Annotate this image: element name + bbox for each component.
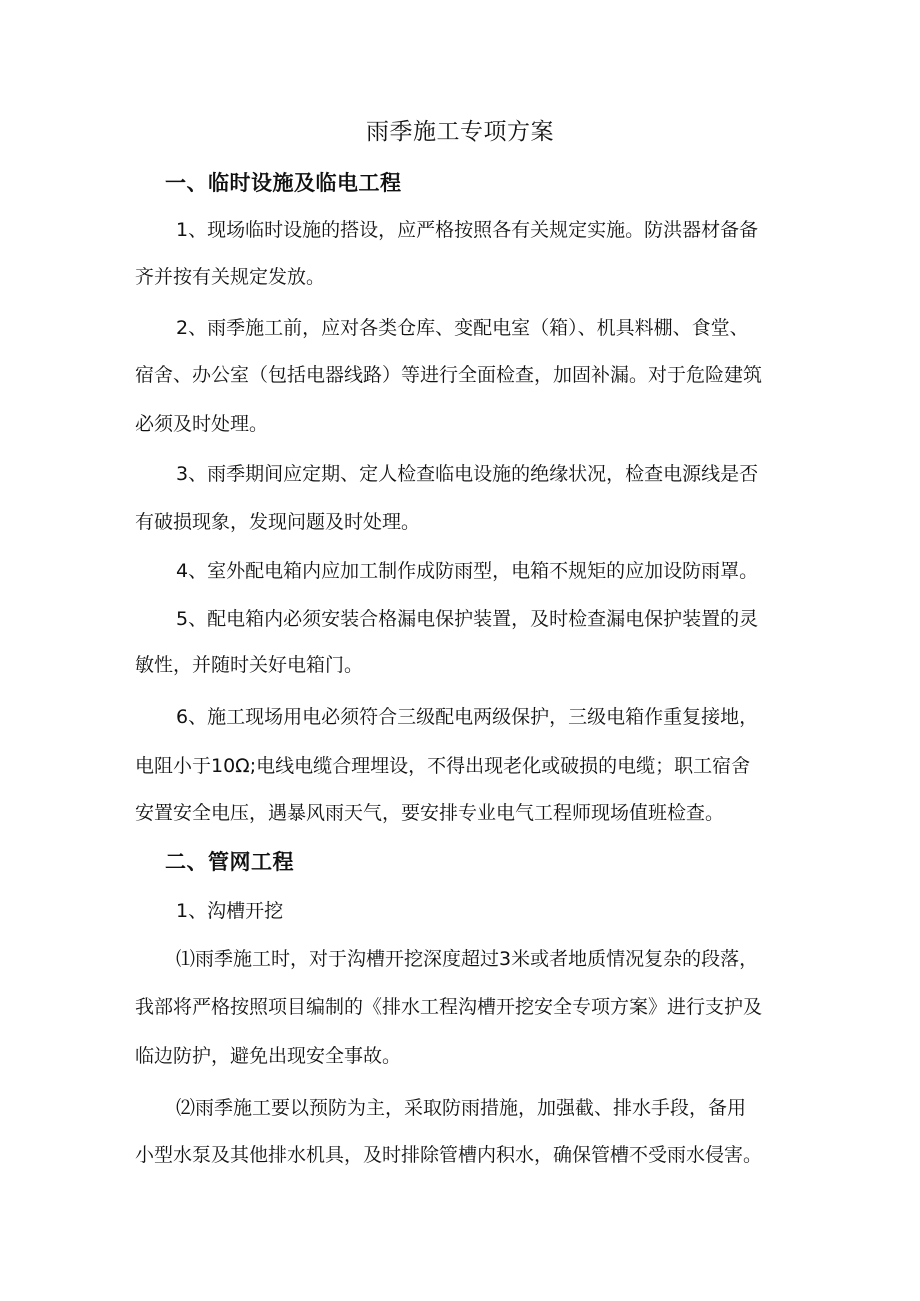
document-title: 雨季施工专项方案: [366, 119, 554, 145]
paragraph-line: ⑴雨季施工时，对于沟槽开挖深度超过3米或者地质情况复杂的段落，: [176, 948, 759, 970]
paragraph-line: 5、配电箱内必须安装合格漏电保护装置，及时检查漏电保护装置的灵: [176, 608, 759, 630]
paragraph-line: 宿舍、办公室（包括电器线路）等进行全面检查，加固补漏。对于危险建筑: [135, 364, 763, 386]
paragraph-line: 6、施工现场用电必须符合三级配电两级保护，三级电箱作重复接地，: [176, 706, 759, 728]
paragraph-line: 必须及时处理。: [135, 413, 269, 435]
paragraph-line: 敏性，并随时关好电箱门。: [135, 654, 364, 676]
paragraph-line: 2、雨季施工前，应对各类仓库、变配电室（箱）、机具料棚、食堂、: [176, 317, 749, 339]
section-heading-1: 一、临时设施及临电工程: [165, 171, 402, 195]
paragraph-line: 临边防护，避免出现安全事故。: [135, 1045, 402, 1067]
paragraph-line: 电阻小于10Ω;电线电缆合理埋设，不得出现老化或破损的电缆；职工宿舍: [135, 755, 751, 777]
paragraph-line: 4、室外配电箱内应加工制作成防雨型，电箱不规矩的应加设防雨罩。: [176, 560, 759, 582]
paragraph-line: 小型水泵及其他排水机具，及时排除管槽内积水，确保管槽不受雨水侵害。: [135, 1144, 763, 1166]
paragraph-line: 齐并按有关规定发放。: [135, 266, 326, 288]
paragraph-line: ⑵雨季施工要以预防为主，采取防雨措施，加强截、排水手段，备用: [176, 1097, 747, 1119]
section-heading-2: 二、管网工程: [165, 850, 294, 874]
paragraph-line: 1、沟槽开挖: [176, 900, 284, 922]
paragraph-line: 3、雨季期间应定期、定人检查临电设施的绝缘状况，检查电源线是否: [176, 463, 759, 485]
paragraph-line: 安置安全电压，遇暴风雨天气，要安排专业电气工程师现场值班检查。: [135, 802, 725, 824]
paragraph-line: 1、现场临时设施的搭设，应严格按照各有关规定实施。防洪器材备备: [176, 219, 759, 241]
paragraph-line: 我部将严格按照项目编制的《排水工程沟槽开挖安全专项方案》进行支护及: [135, 996, 763, 1018]
paragraph-line: 有破损现象，发现问题及时处理。: [135, 511, 421, 533]
